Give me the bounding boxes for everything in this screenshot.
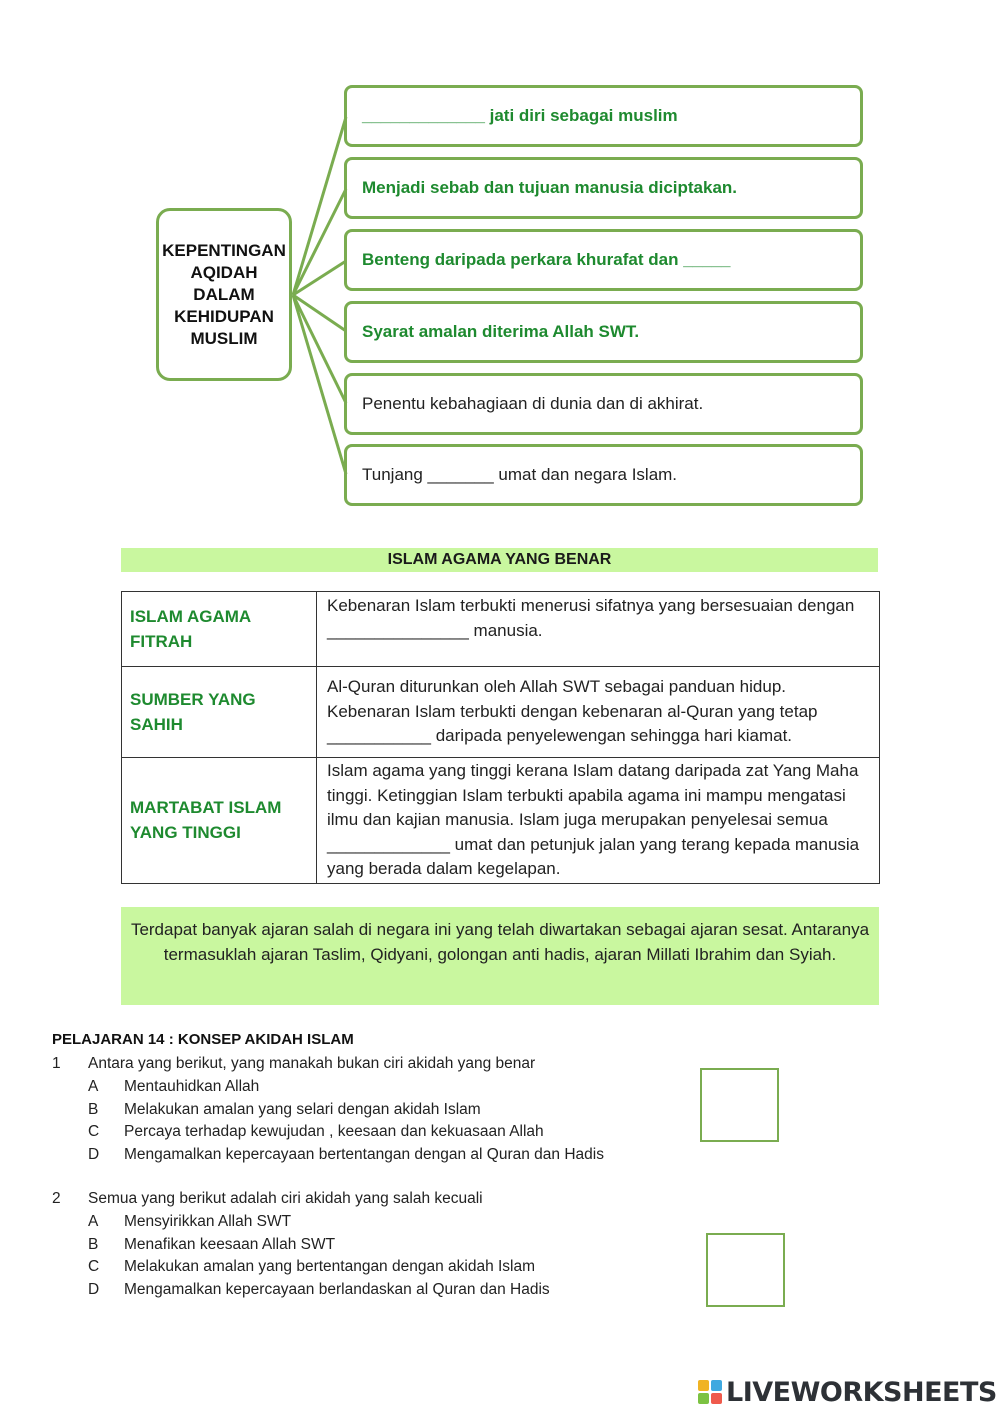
- option-letter: D: [88, 1281, 100, 1298]
- option-letter: B: [88, 1101, 99, 1118]
- option-text: Melakukan amalan yang bertentangan dengan akidah Islam: [124, 1258, 536, 1275]
- row-label: SUMBER YANG SAHIH: [122, 667, 317, 758]
- row-label: ISLAM AGAMA FITRAH: [122, 592, 317, 667]
- option-letter: C: [88, 1123, 100, 1140]
- option-text: Mentauhidkan Allah: [124, 1078, 260, 1095]
- option-letter: C: [88, 1258, 100, 1275]
- branch-text: Menjadi sebab dan tujuan manusia diciptakan.: [362, 178, 738, 197]
- branch-text: Tunjang _______ umat dan negara Islam.: [362, 465, 678, 484]
- center-line: KEHIDUPAN: [174, 306, 274, 326]
- branch-text: Penentu kebahagiaan di dunia dan di akhirat.: [362, 394, 704, 413]
- branch-text: Syarat amalan diterima Allah SWT.: [362, 322, 640, 341]
- table-row: [122, 667, 880, 758]
- option-text: Mengamalkan kepercayaan berlandaskan al Quran dan Hadis: [124, 1281, 550, 1298]
- logo-mark-icon: [698, 1380, 722, 1404]
- branch-text: Benteng daripada perkara khurafat dan _____: [362, 250, 731, 269]
- info-table: [121, 591, 880, 884]
- logo-square: [711, 1380, 722, 1391]
- mindmap-branch-3: [344, 229, 863, 291]
- center-line: DALAM: [193, 284, 255, 304]
- option-letter: A: [88, 1213, 99, 1230]
- question-number: 2: [52, 1190, 61, 1207]
- logo-square: [698, 1393, 709, 1404]
- lesson-title: PELAJARAN 14 : KONSEP AKIDAH ISLAM: [52, 1031, 354, 1048]
- option-text: Melakukan amalan yang selari dengan akidah Islam: [124, 1101, 481, 1118]
- logo-square: [711, 1393, 722, 1404]
- option-text: Mengamalkan kepercayaan bertentangan dengan al Quran dan Hadis: [124, 1146, 604, 1163]
- logo-text: LIVEWORKSHEETS: [726, 1376, 997, 1408]
- section-title: ISLAM AGAMA YANG BENAR: [121, 548, 878, 572]
- mindmap-branch-2: [344, 157, 863, 219]
- row-label: MARTABAT ISLAM YANG TINGGI: [122, 758, 317, 884]
- question-text: Semua yang berikut adalah ciri akidah yang salah kecuali: [88, 1190, 483, 1207]
- center-line: KEPENTINGAN: [162, 240, 286, 260]
- mindmap-branch-6: [344, 444, 863, 506]
- table-row: [122, 592, 880, 667]
- table-row: [122, 758, 880, 884]
- branch-text: _____________ jati diri sebagai muslim: [362, 106, 678, 125]
- option-text: Percaya terhadap kewujudan , keesaan dan kekuasaan Allah: [124, 1123, 544, 1140]
- option-letter: D: [88, 1146, 100, 1163]
- liveworksheets-logo[interactable]: [698, 1374, 997, 1410]
- answer-box-question-2[interactable]: [706, 1233, 785, 1307]
- row-text: Islam agama yang tinggi kerana Islam datang daripada zat Yang Maha tinggi. Ketinggian Islam terbukti apabila agama ini mampu mengatasi ilmu dan kajian manusia. Islam juga merupakan penyelesai semua _____________ umat dan petunjuk jalan yang terang kepada manusia yang berada dalam kegelapan.: [317, 758, 880, 884]
- center-line: AQIDAH: [190, 262, 258, 282]
- row-text: Kebenaran Islam terbukti menerusi sifatnya yang bersesuaian dengan _______________ manusia.: [317, 592, 880, 667]
- option-letter: A: [88, 1078, 99, 1095]
- option-letter: B: [88, 1236, 99, 1253]
- note-box: Terdapat banyak ajaran salah di negara ini yang telah diwartakan sebagai ajaran sesat. Antaranya termasuklah ajaran Taslim, Qidyani, golongan anti hadis, ajaran Millati Ibrahim dan Syiah.: [121, 907, 879, 1005]
- center-line: MUSLIM: [190, 328, 258, 348]
- question-text: Antara yang berikut, yang manakah bukan ciri akidah yang benar: [88, 1055, 536, 1072]
- logo-square: [698, 1380, 709, 1391]
- question-number: 1: [52, 1055, 61, 1072]
- mindmap-branch-5: [344, 373, 863, 435]
- mindmap-branch-1: [344, 85, 863, 147]
- option-text: Menafikan keesaan Allah SWT: [124, 1236, 336, 1253]
- mindmap-branch-4: [344, 301, 863, 363]
- row-text: Al-Quran diturunkan oleh Allah SWT sebagai panduan hidup. Kebenaran Islam terbukti dengan kebenaran al-Quran yang tetap ___________ daripada penyelewengan sehingga hari kiamat.: [317, 667, 880, 758]
- answer-box-question-1[interactable]: [700, 1068, 779, 1142]
- option-text: Mensyirikkan Allah SWT: [124, 1213, 292, 1230]
- mindmap-center-node: [156, 208, 292, 381]
